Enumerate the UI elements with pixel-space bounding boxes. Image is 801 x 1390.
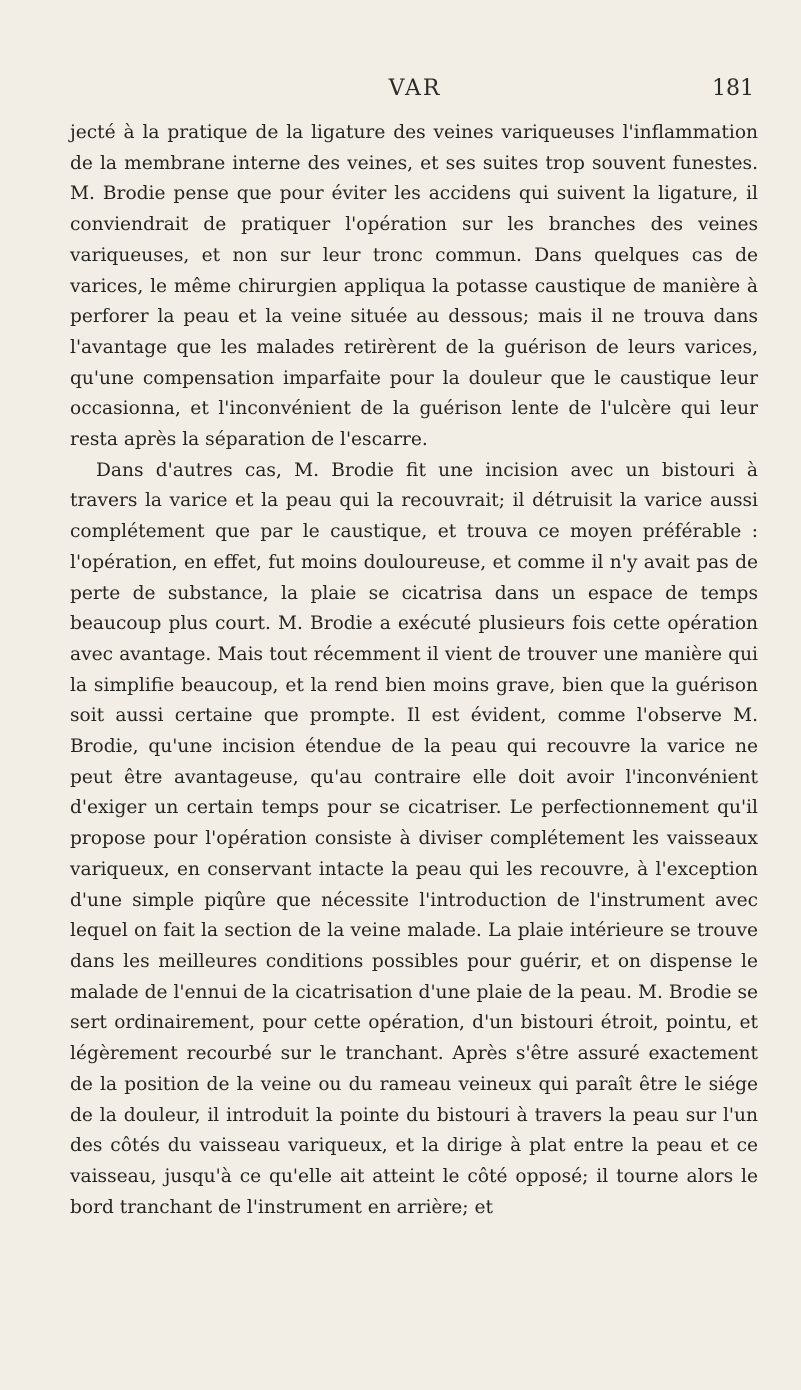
page-number: 181 (712, 76, 754, 101)
paragraph-2: Dans d'autres cas, M. Brodie fit une incision avec un bistouri à travers la varice et la peau qui la recouvrait; il détruisit la varice aussi complétement que par le caustique, et trouva ce moyen préférable : l'opération, en effet, fut moins douloureuse, et comme il n'y avait pas de perte de substance, la plaie se cicatrisa dans un espace de temps beaucoup plus court. M. Brodie a exécuté plusieurs fois cette opération avec avantage. Mais tout récemment il vient de trouver une manière qui la simplifie beaucoup, et la rend bien moins grave, bien que la guérison soit aussi certaine que prompte. Il est évident, comme l'observe M. Brodie, qu'une incision étendue de la peau qui recouvre la varice ne peut être avantageuse, qu'au contraire elle doit avoir l'inconvénient d'exiger un certain temps pour se cicatriser. Le perfectionnement qu'il propose pour l'opération consiste à diviser complétement les vaisseaux variqueux, en conservant intacte la peau qui les recouvre, à l'exception d'une simple piqûre que nécessite l'introduction de l'instrument avec lequel on fait la section de la veine malade. La plaie intérieure se trouve dans les meilleures conditions possibles pour guérir, et on dispense le malade de l'ennui de la cicatrisation d'une plaie de la peau. M. Brodie se sert ordinairement, pour cette opération, d'un bistouri étroit, pointu, et légèrement recourbé sur le tranchant. Après s'être assuré exactement de la position de la veine ou du rameau veineux qui paraît être le siége de la douleur, il introduit la pointe du bistouri à travers la peau sur l'un des côtés du vaisseau variqueux, et la dirige à plat entre la peau et ce vaisseau, jusqu'à ce qu'elle ait atteint le côté opposé; il tourne alors le bord tranchant de l'instrument en arrière; et (70, 459, 758, 1218)
paragraph-1: jecté à la pratique de la ligature des veines variqueuses l'inflammation de la membrane interne des veines, et ses suites trop souvent funestes. M. Brodie pense que pour éviter les accidens qui suivent la ligature, il conviendrait de pratiquer l'opération sur les branches des veines variqueuses, et non sur leur tronc commun. Dans quelques cas de varices, le même chirurgien appliqua la potasse caustique de manière à perforer la peau et la veine située au dessous; mais il ne trouva dans l'avantage que les malades retirèrent de la guérison de leurs varices, qu'une compensation imparfaite pour la douleur que le caustique leur occasionna, et l'inconvénient de la guérison lente de l'ulcère qui leur resta après la séparation de l'escarre. (70, 122, 758, 451)
running-head: VAR (388, 76, 442, 101)
body-text (70, 118, 758, 1223)
page-header (70, 76, 760, 112)
